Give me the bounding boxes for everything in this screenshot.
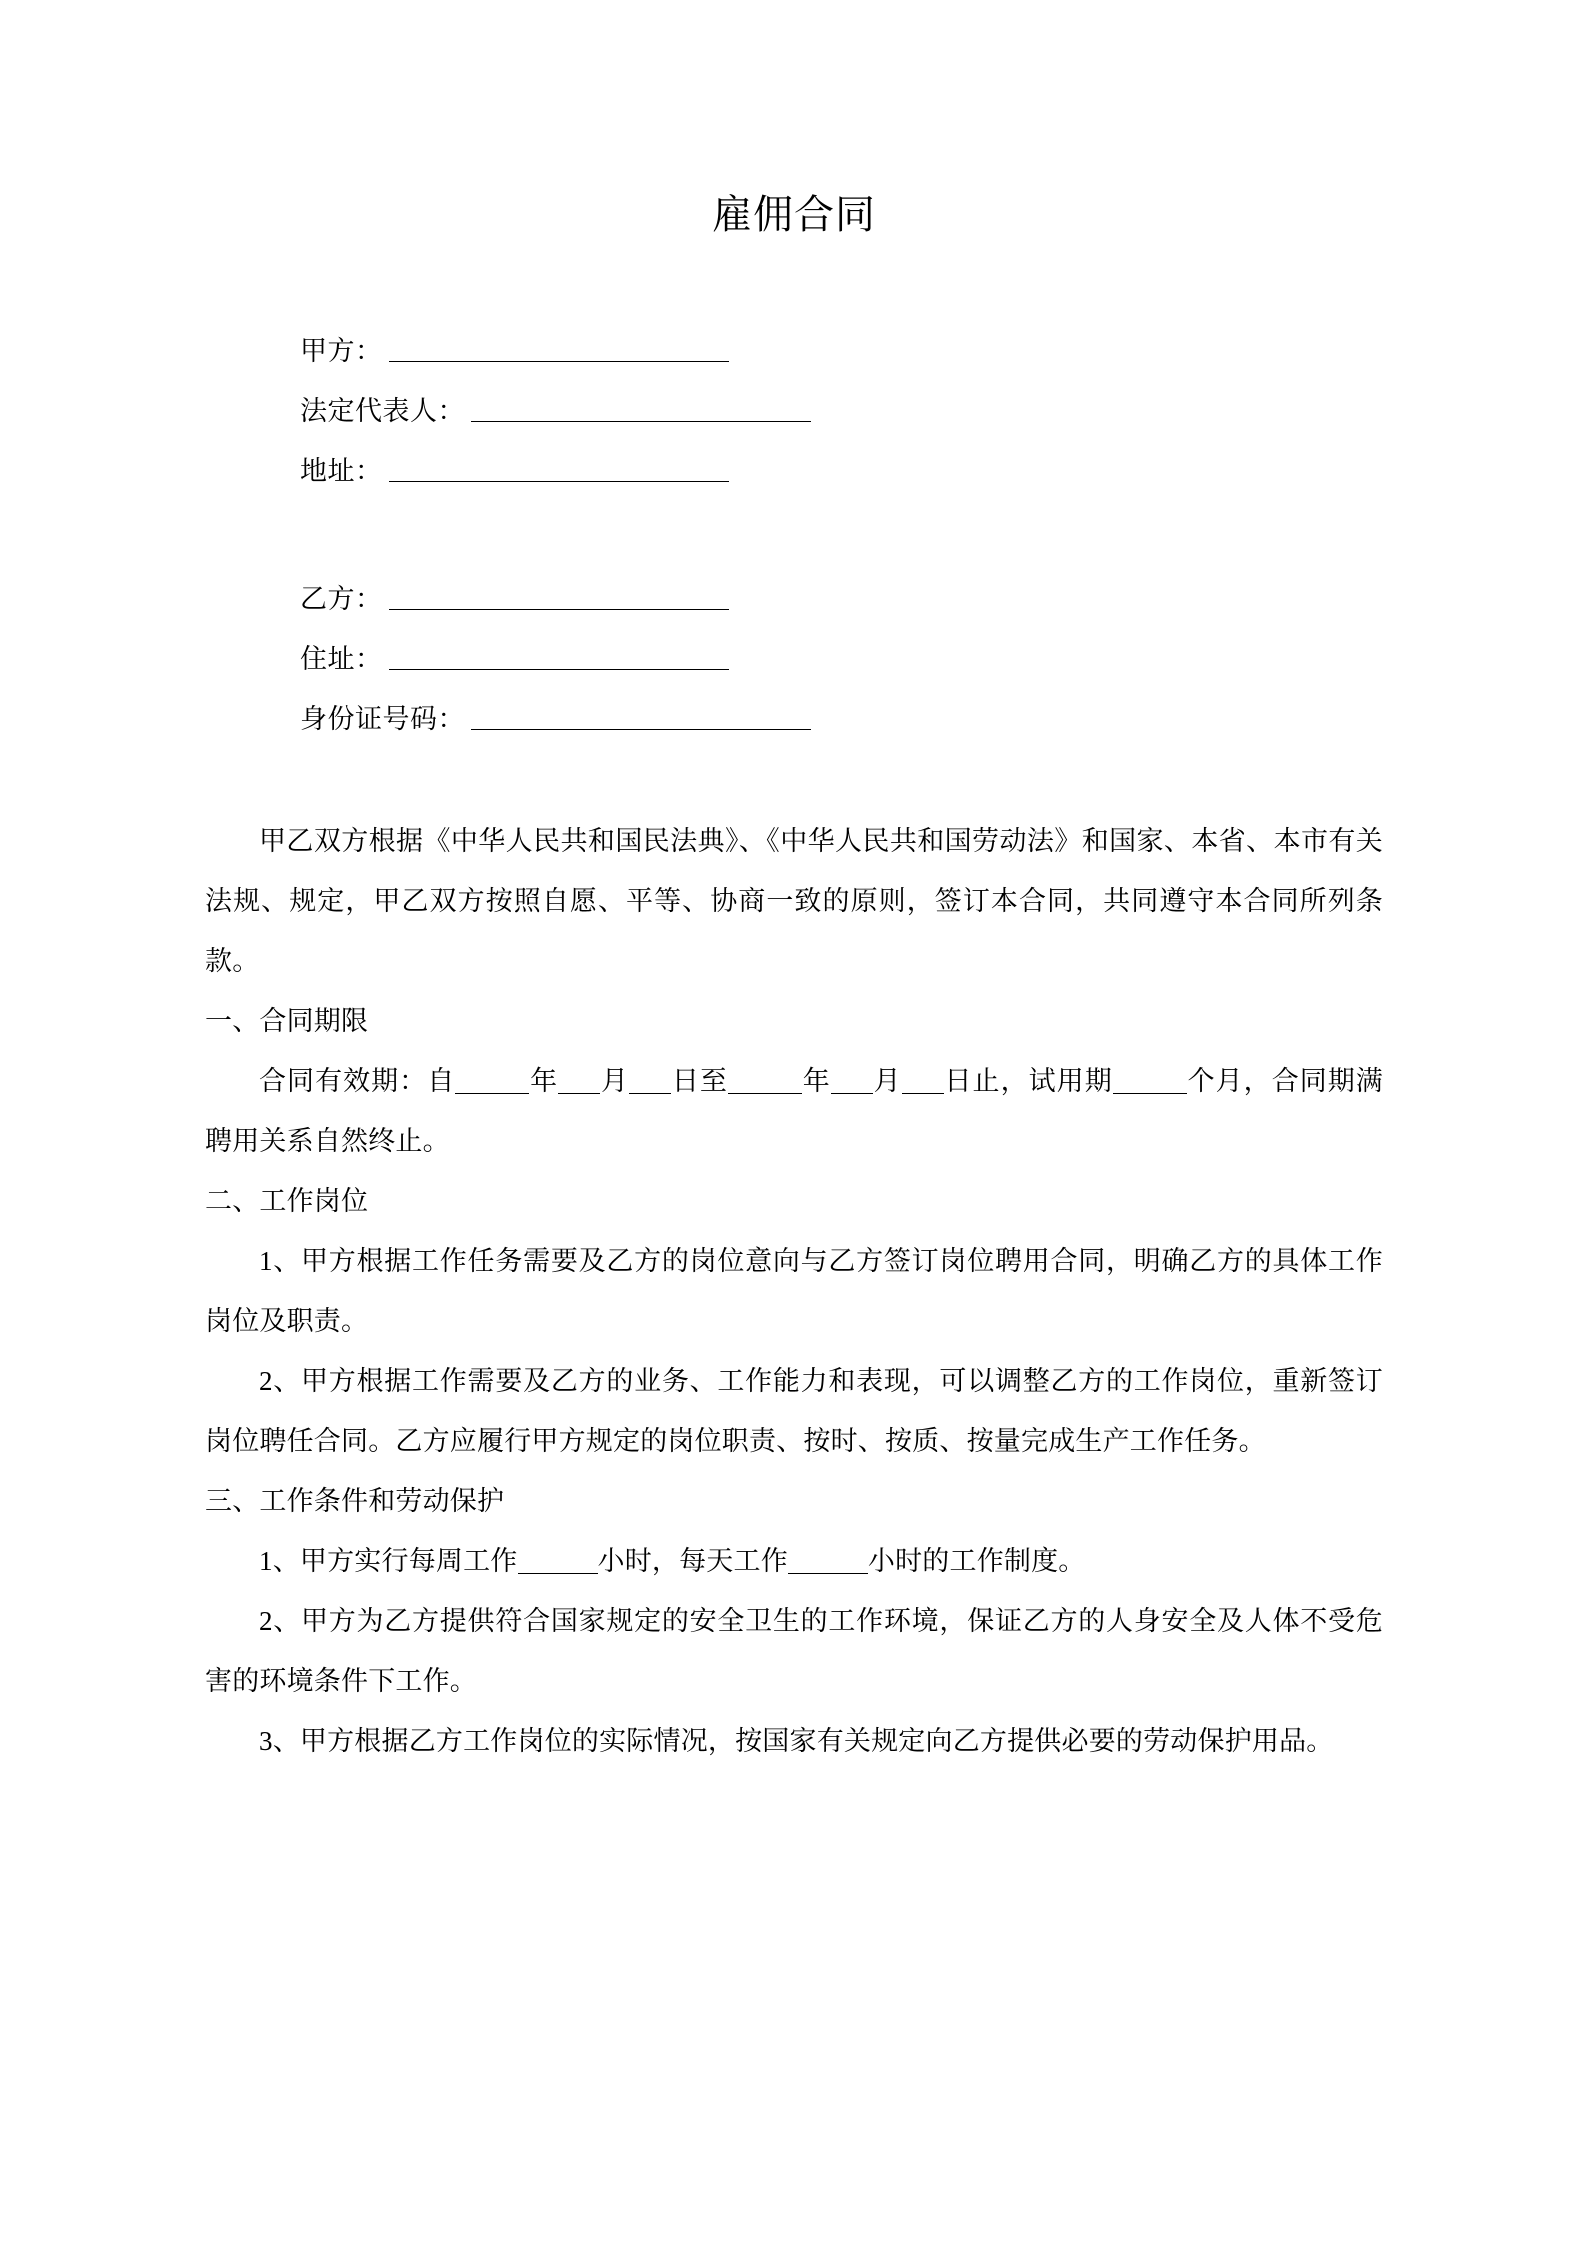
section-heading: 二、工作岗位 <box>205 1186 369 1216</box>
section-heading: 三、工作条件和劳动保护 <box>205 1486 505 1516</box>
party-b-residence-blank[interactable] <box>389 639 729 670</box>
inline-fill-blank[interactable] <box>629 1067 671 1094</box>
clause-text: 月 <box>872 1066 902 1096</box>
section-clause: 3、甲方根据乙方工作岗位的实际情况，按国家有关规定向乙方提供必要的劳动保护用品。 <box>259 1726 1334 1756</box>
clause-text: 小时，每天工作 <box>597 1546 788 1576</box>
section-clause: 1、甲方根据工作任务需要及乙方的岗位意向与乙方签订岗位聘用合同，明确乙方的具体工作岗位及职责。 <box>205 1246 1383 1336</box>
clause-text: 月 <box>600 1066 630 1096</box>
section-clause <box>205 1531 1383 1591</box>
clause-text: 个月，合同期满聘用关系自然终止。 <box>205 1066 1384 1156</box>
document-body <box>205 0 1383 1771</box>
section-heading: 一、合同期限 <box>205 1006 369 1036</box>
field-row-party-b-name <box>300 569 1383 629</box>
inline-fill-blank[interactable] <box>902 1067 944 1094</box>
sections-container <box>205 991 1383 1771</box>
section-clause: 2、甲方为乙方提供符合国家规定的安全卫生的工作环境，保证乙方的人身安全及人体不受危害的环境条件下工作。 <box>205 1606 1383 1696</box>
field-row-legal-representative <box>300 381 1383 441</box>
party-block-spacer <box>205 501 1383 569</box>
clause-text: 合同有效期：自 <box>259 1066 456 1096</box>
field-label: 法定代表人： <box>300 396 465 426</box>
inline-fill-blank[interactable] <box>558 1067 600 1094</box>
id-number-blank[interactable] <box>471 699 811 730</box>
field-label: 住址： <box>300 644 383 674</box>
clause-text: 小时的工作制度。 <box>867 1546 1086 1576</box>
section-clause: 2、甲方根据工作需要及乙方的业务、工作能力和表现，可以调整乙方的工作岗位，重新签订岗位聘任合同。乙方应履行甲方规定的岗位职责、按时、按质、按量完成生产工作任务。 <box>205 1366 1383 1456</box>
party-a-name-blank[interactable] <box>389 331 729 362</box>
inline-fill-blank[interactable] <box>1113 1067 1187 1094</box>
clause-text: 日至 <box>671 1066 728 1096</box>
field-label: 身份证号码： <box>300 704 465 734</box>
party-a-address-blank[interactable] <box>389 451 729 482</box>
clause-text: 年 <box>529 1066 559 1096</box>
inline-fill-blank[interactable] <box>831 1067 873 1094</box>
legal-representative-blank[interactable] <box>471 391 811 422</box>
preamble-paragraph: 甲乙双方根据《中华人民共和国民法典》、《中华人民共和国劳动法》和国家、本省、本市有关法规、规定，甲乙双方按照自愿、平等、协商一致的原则，签订本合同，共同遵守本合同所列条款。 <box>205 826 1383 976</box>
field-row-party-a-address <box>300 441 1383 501</box>
field-label: 乙方： <box>300 584 383 614</box>
clause-text: 日止，试用期 <box>943 1066 1113 1096</box>
inline-fill-blank[interactable] <box>518 1547 598 1574</box>
party-a-block <box>300 321 1383 501</box>
inline-fill-blank[interactable] <box>728 1067 802 1094</box>
field-row-id-number <box>300 689 1383 749</box>
clause-text: 年 <box>801 1066 831 1096</box>
inline-fill-blank[interactable] <box>455 1067 529 1094</box>
field-row-party-b-residence <box>300 629 1383 689</box>
party-b-name-blank[interactable] <box>389 579 729 610</box>
field-row-party-a-name <box>300 321 1383 381</box>
clause-text: 1、甲方实行每周工作 <box>259 1546 518 1576</box>
preamble-spacer <box>205 749 1383 811</box>
page-title: 雇佣合同 <box>712 192 876 237</box>
field-label: 甲方： <box>300 336 383 366</box>
section-clause <box>205 1051 1383 1171</box>
field-label: 地址： <box>300 456 383 486</box>
inline-fill-blank[interactable] <box>788 1547 868 1574</box>
party-b-block <box>300 569 1383 749</box>
